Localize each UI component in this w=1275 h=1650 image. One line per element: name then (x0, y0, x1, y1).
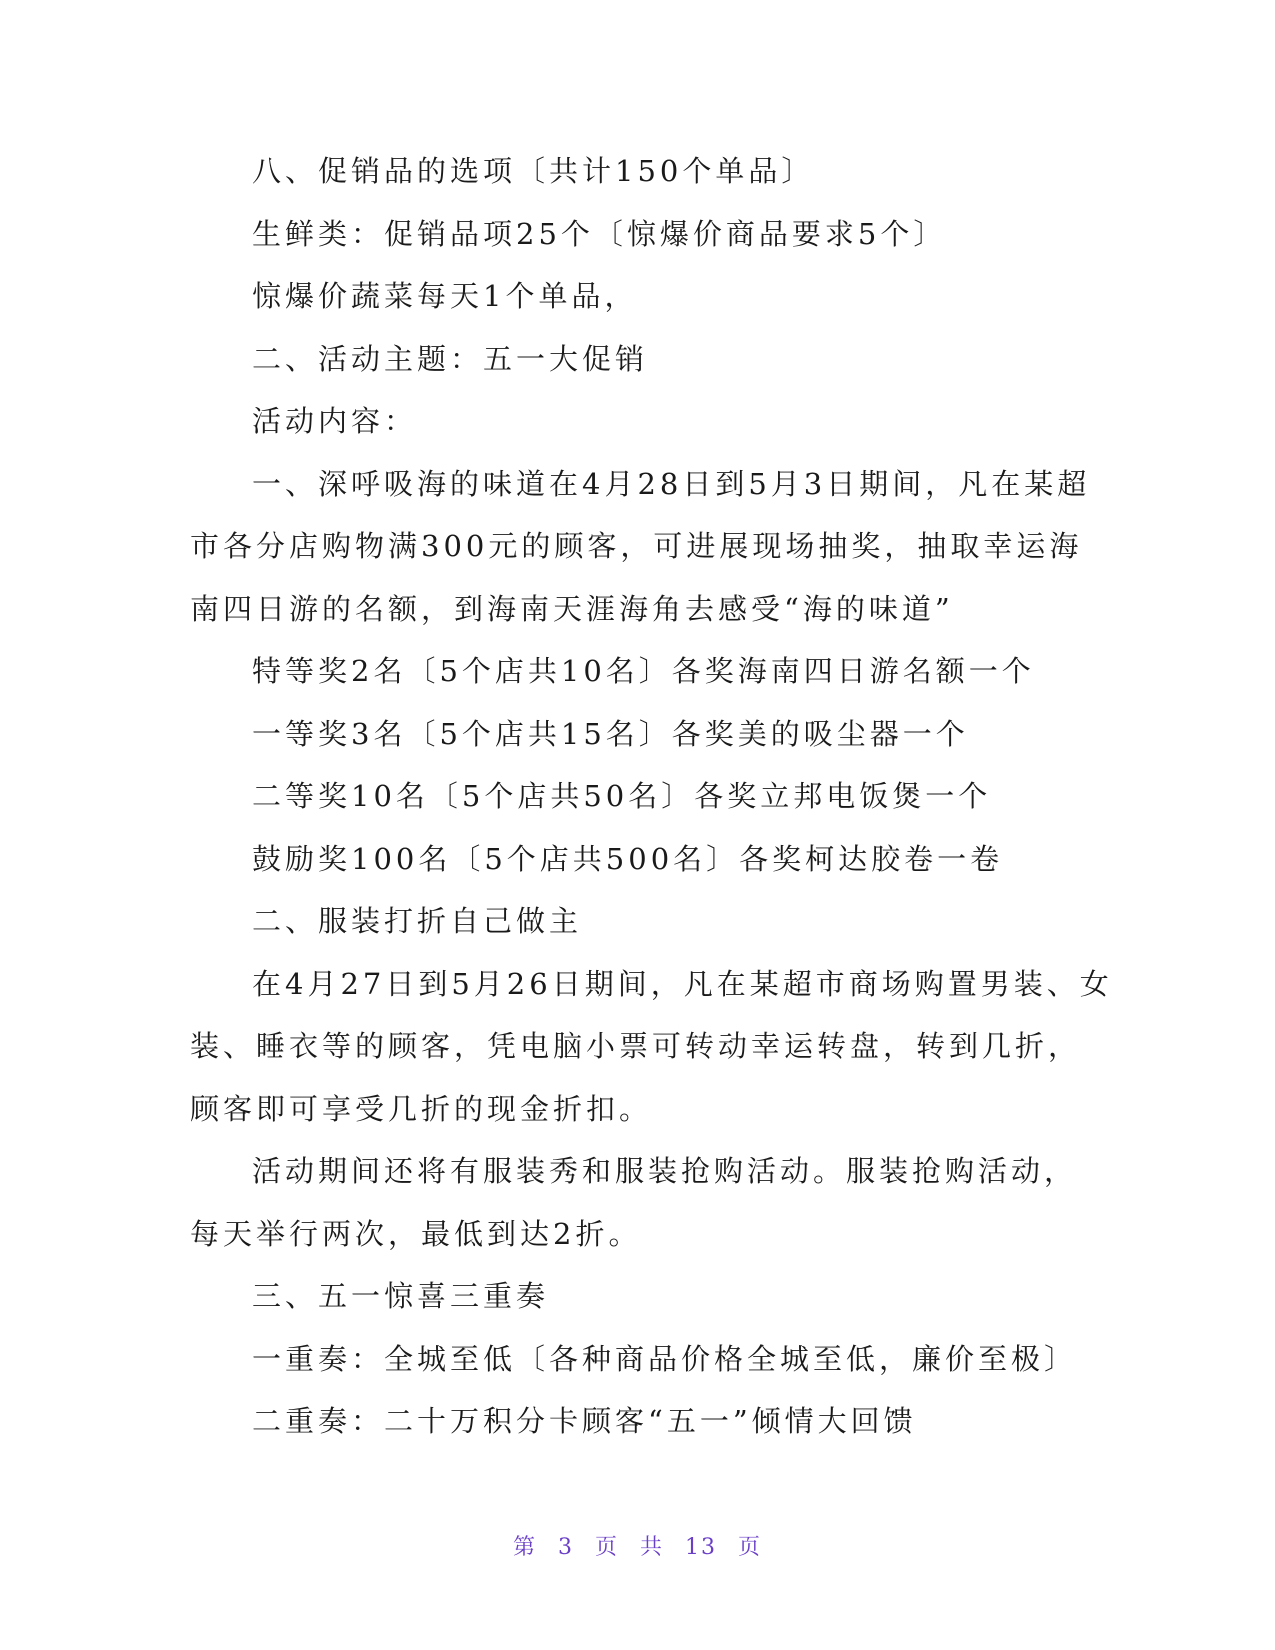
line: 特等奖2名〔5个店共10名〕各奖海南四日游名额一个 (252, 654, 1035, 688)
paragraph-clothing-heading (190, 890, 1090, 953)
line: 活动期间还将有服装秀和服装抢购活动。服装抢购活动， (252, 1154, 1078, 1188)
paragraph-first-movement (190, 1328, 1090, 1391)
paragraph-second-prize (190, 765, 1090, 828)
line: 惊爆价蔬菜每天1个单品， (252, 279, 638, 313)
line: 南四日游的名额，到海南天涯海角去感受“海的味道” (190, 591, 954, 626)
line: 二等奖10名〔5个店共50名〕各奖立邦电饭煲一个 (252, 779, 992, 813)
document-body (190, 140, 1113, 1453)
paragraph-vegetables (190, 265, 1090, 328)
paragraph-lottery (190, 453, 1090, 641)
paragraph-clothing-discount (190, 953, 1113, 1141)
paragraph-theme (190, 328, 1090, 391)
line: 一、深呼吸海的味道在4月28日到5月3日期间，凡在某超 (252, 466, 1091, 501)
line: 在4月27日到5月26日期间，凡在某超市商场购置男装、女 (252, 966, 1113, 1001)
page-footer: 第 3 页 共 13 页 (513, 1535, 762, 1560)
line: 八、促销品的选项〔共计150个单品〕 (252, 154, 815, 188)
line: 二、活动主题：五一大促销 (252, 341, 649, 376)
line: 一等奖3名〔5个店共15名〕各奖美的吸尘器一个 (252, 716, 969, 751)
line: 三、五一惊喜三重奏 (252, 1279, 550, 1313)
paragraph-content-heading (190, 390, 1090, 453)
paragraph-special-prize (190, 640, 1090, 703)
line: 顾客即可享受几折的现金折扣。 (190, 1091, 653, 1126)
line: 市各分店购物满300元的顾客，可进展现场抽奖，抽取幸运海 (190, 529, 1083, 563)
paragraph-fresh-goods (190, 203, 1090, 266)
line: 二重奏：二十万积分卡顾客“五一”倾情大回馈 (252, 1404, 917, 1438)
paragraph-surprise-heading (190, 1265, 1090, 1328)
line: 每天举行两次，最低到达2折。 (190, 1216, 642, 1251)
paragraph-first-prize (190, 703, 1090, 766)
paragraph-second-movement (190, 1390, 1090, 1453)
line: 二、服装打折自己做主 (252, 904, 583, 938)
paragraph-encouragement-prize (190, 828, 1090, 891)
paragraph-promo-options (190, 140, 1090, 203)
line: 装、睡衣等的顾客，凭电脑小票可转动幸运转盘，转到几折， (190, 1029, 1082, 1063)
paragraph-fashion-show (190, 1140, 1090, 1265)
line: 一重奏：全城至低〔各种商品价格全城至低，廉价至极〕 (252, 1341, 1078, 1376)
line: 生鲜类：促销品项25个〔惊爆价商品要求5个〕 (252, 216, 947, 251)
line: 鼓励奖100名〔5个店共500名〕各奖柯达胶卷一卷 (252, 841, 1004, 876)
line: 活动内容： (252, 404, 418, 438)
